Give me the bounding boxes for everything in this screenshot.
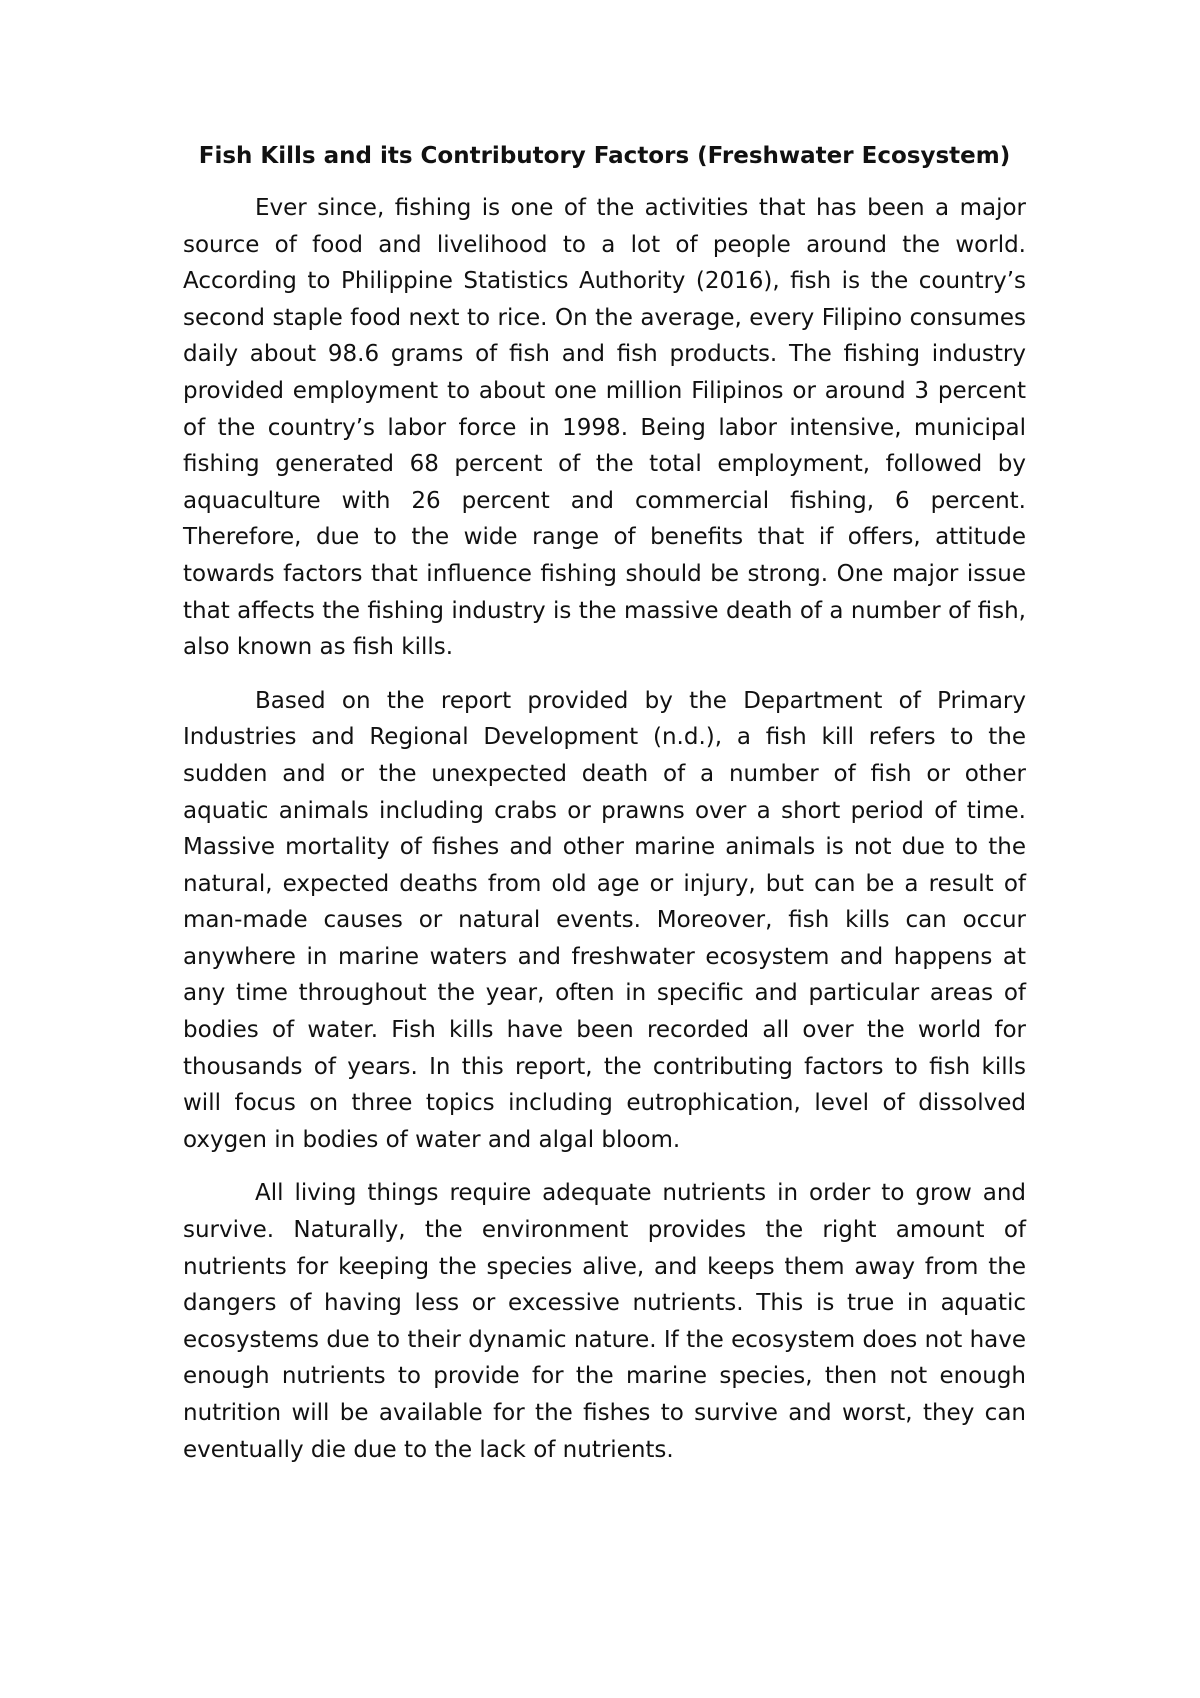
document-body [183,140,1026,1485]
document-title: Fish Kills and its Contributory Factors (Freshwater Ecosystem) [198,143,1011,169]
paragraph-2: Based on the report provided by the Department of Primary Industries and Regional Development (n.d.), a fish kill refers to the sudden and or the unexpected death of a number of fish or other aquatic animals including crabs or prawns over a short period of time. Massive mortality of fishes and other marine animals is not due to the natural, expected deaths from old age or injury, but can be a result of man-made causes or natural events. Moreover, fish kills can occur anywhere in marine waters and freshwater ecosystem and happens at any time throughout the year, often in specific and particular areas of bodies of water. Fish kills have been recorded all over the world for thousands of years. In this report, the contributing factors to fish kills will focus on three topics including eutrophication, level of dissolved oxygen in bodies of water and algal bloom. [183,687,1026,1153]
paragraph-3: All living things require adequate nutrients in order to grow and survive. Naturally, the environment provides the right amount of nutrients for keeping the species alive, and keeps them away from the dangers of having less or excessive nutrients. This is true in aquatic ecosystems due to their dynamic nature. If the ecosystem does not have enough nutrients to provide for the marine species, then not enough nutrition will be available for the fishes to survive and worst, they can eventually die due to the lack of nutrients. [183,1180,1026,1463]
paragraph-1: Ever since, fishing is one of the activities that has been a major source of food and livelihood to a lot of people around the world. According to Philippine Statistics Authority (2016), fish is the country’s second staple food next to rice. On the average, every Filipino consumes daily about 98.6 grams of fish and fish products. The fishing industry provided employment to about one million Filipinos or around 3 percent of the country’s labor force in 1998. Being labor intensive, municipal fishing generated 68 percent of the total employment, followed by aquaculture with 26 percent and commercial fishing, 6 percent. Therefore, due to the wide range of benefits that if offers, attitude towards factors that influence fishing should be strong. One major issue that affects the fishing industry is the massive death of a number of fish, also known as fish kills. [183,195,1026,661]
